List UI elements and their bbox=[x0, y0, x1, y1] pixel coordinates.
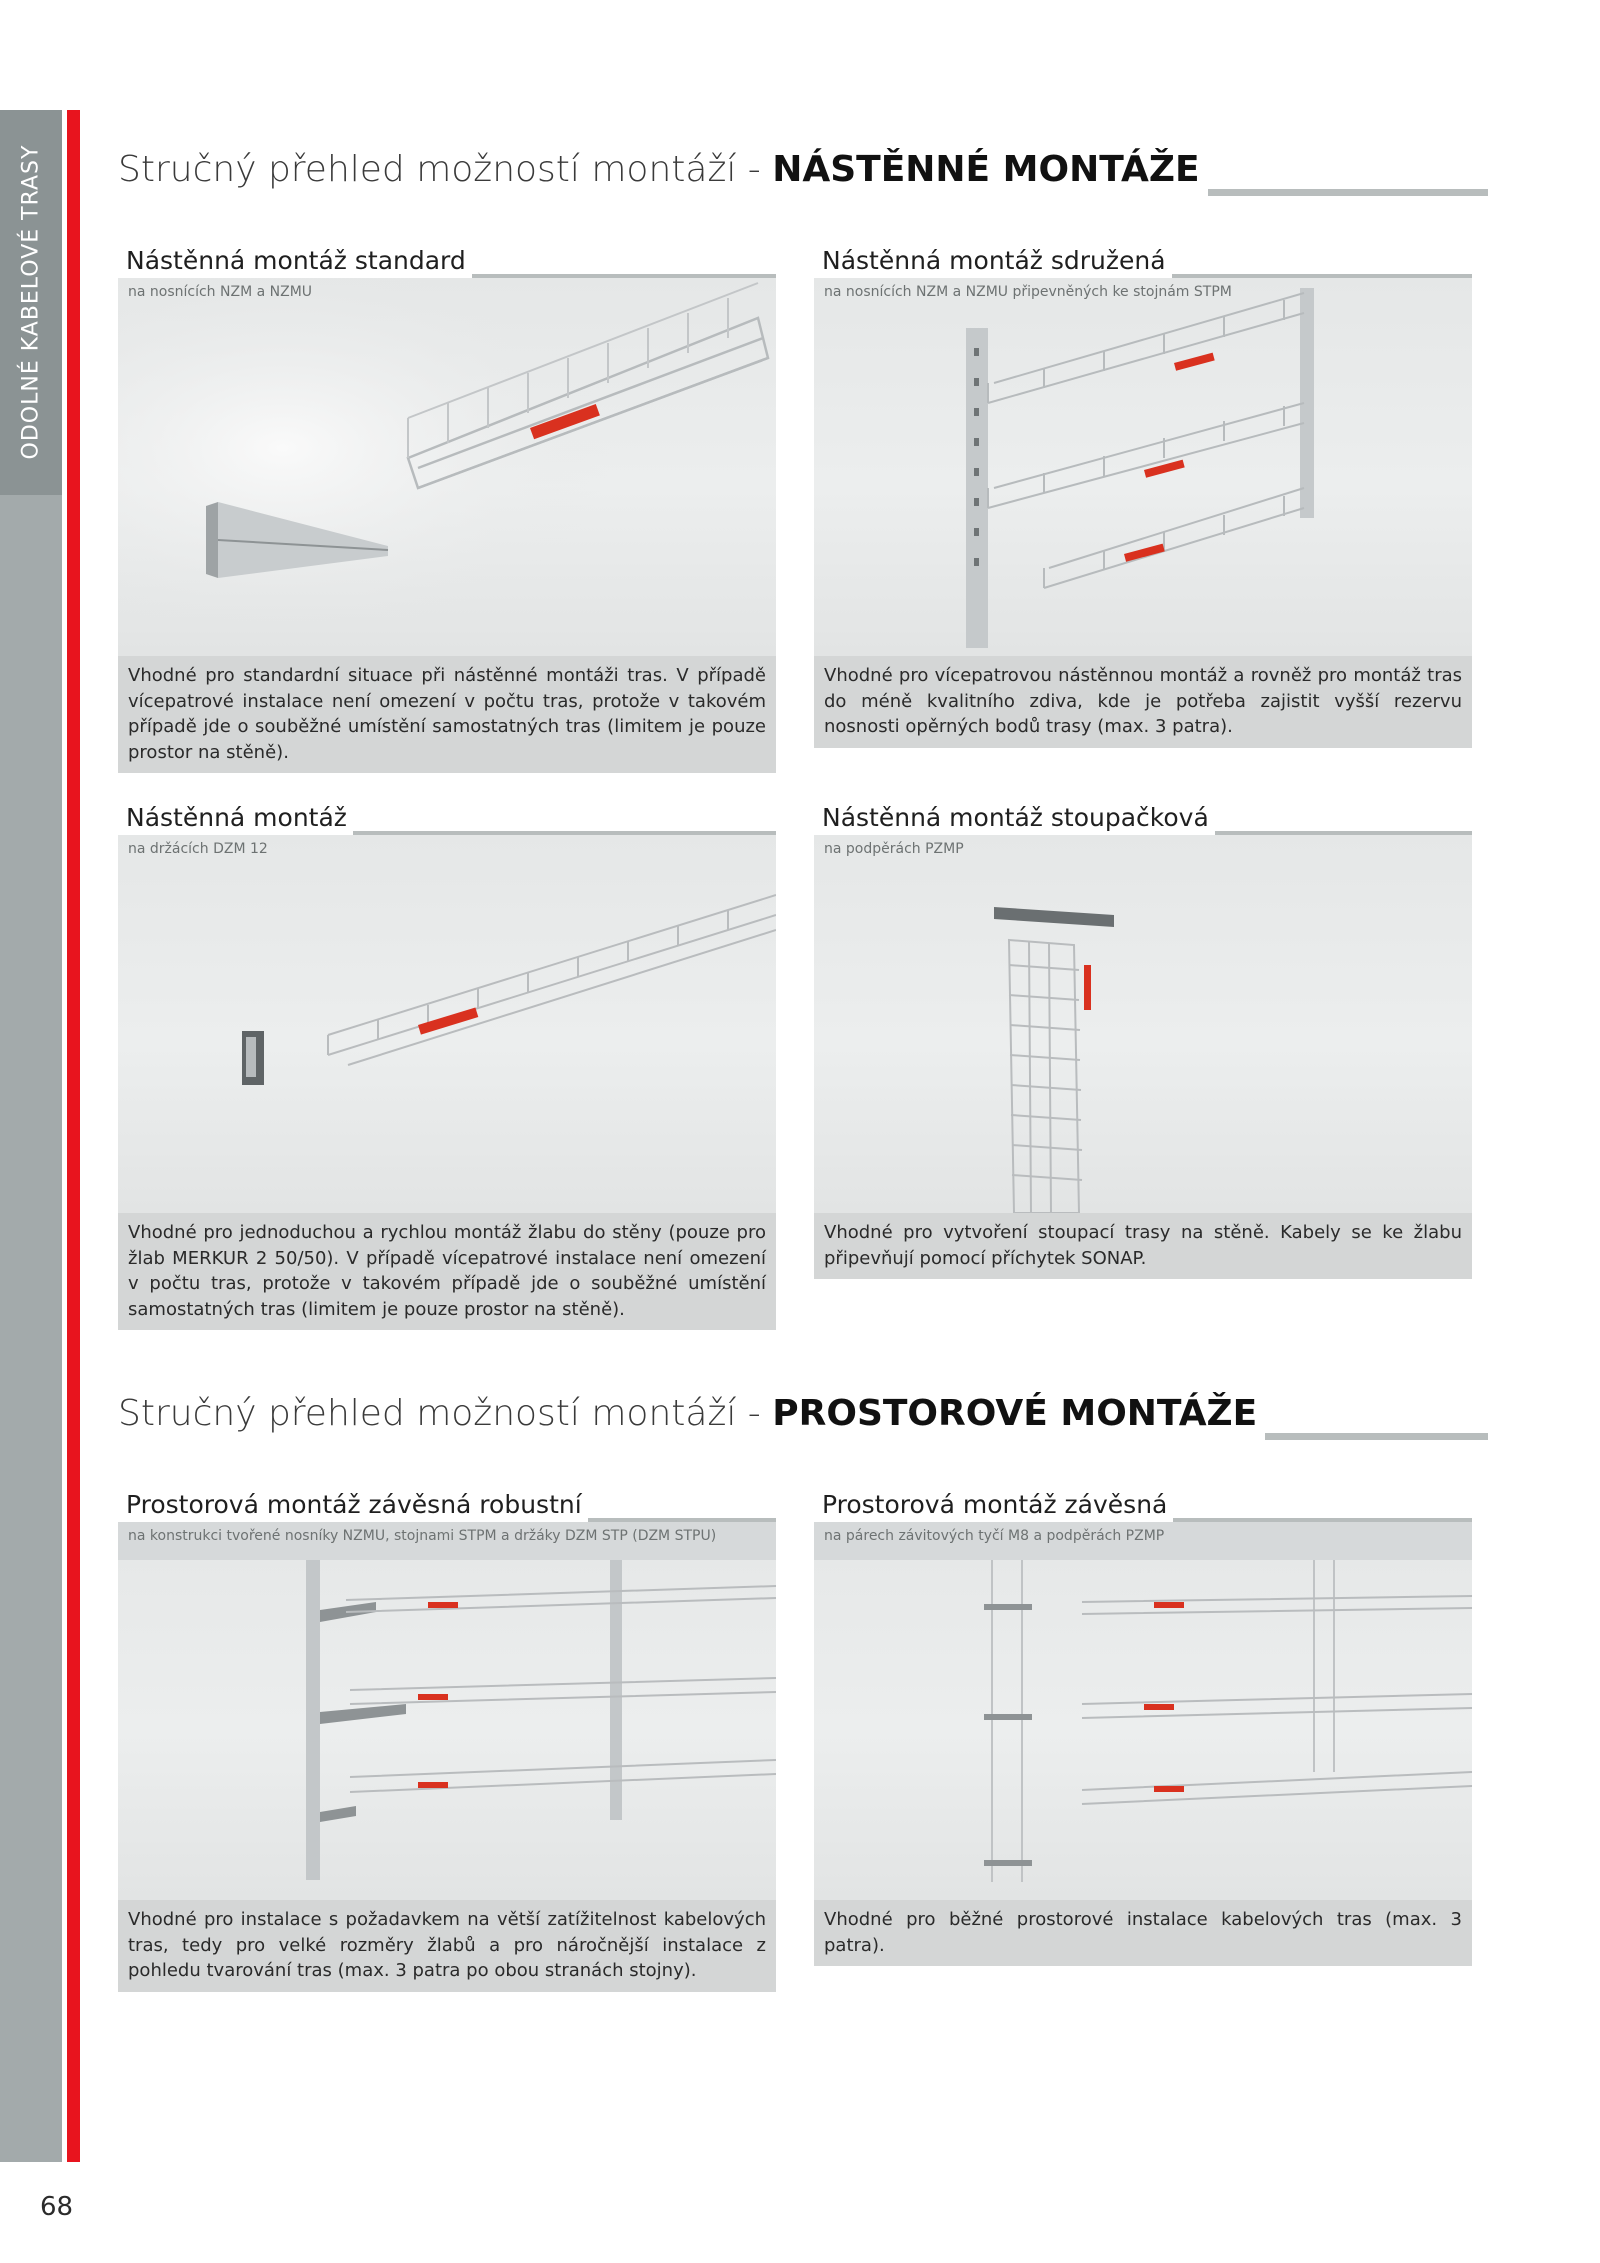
card-title: Nástěnná montáž bbox=[118, 803, 353, 835]
card-description: Vhodné pro jednoduchou a rychlou montáž žlabu do stěny (pouze pro žlab MERKUR 2 50/50). V případě vícepatrové instalace není omezení v počtu tras, protože v takovém případě jde o souběžné umístění samostatných tras (limitem je pouze prostor na stěně). bbox=[118, 1213, 776, 1330]
card-title: Prostorová montáž závěsná robustní bbox=[118, 1490, 588, 1522]
card-subtitle: na podpěrách PZMP bbox=[824, 841, 964, 857]
card-title: Nástěnná montáž stoupačková bbox=[814, 803, 1215, 835]
card-description: Vhodné pro vytvoření stoupací trasy na stěně. Kabely se ke žlabu připevňují pomocí příchytek SONAP. bbox=[814, 1213, 1472, 1279]
card-description: Vhodné pro instalace s požadavkem na větší zatížitelnost kabelových tras, tedy pro velké rozměry žlabů a pro náročnější instalace z pohledu tvarování tras (max. 3 patra po obou stranách stojny). bbox=[118, 1900, 776, 1992]
card-description: Vhodné pro vícepatrovou nástěnnou montáž a rovněž pro montáž tras do méně kvalitního zdiva, kde je potřeba zajistit vyšší rezervu nosnosti opěrných bodů trasy (max. 3 patra). bbox=[814, 656, 1472, 748]
card-wall-standard bbox=[118, 246, 776, 773]
card-wall-riser bbox=[814, 803, 1472, 1279]
wall-holder-dzm-photo bbox=[118, 835, 776, 1213]
section-heading-text bbox=[112, 1392, 1265, 1440]
card-subtitle: na konstrukci tvořené nosníky NZMU, stojnami STPM a držáky DZM STP (DZM STPU) bbox=[128, 1528, 717, 1544]
card-subtitle: na párech závitových tyčí M8 a podpěrách PZMP bbox=[824, 1528, 1165, 1544]
heading-light: Stručný přehled možností montáží - bbox=[118, 149, 773, 190]
wall-bracket-standard-photo bbox=[118, 278, 776, 656]
card-wall-holder bbox=[118, 803, 776, 1330]
heading-bold: NÁSTĚNNÉ MONTÁŽE bbox=[772, 149, 1200, 190]
ceiling-robust-suspension-photo bbox=[118, 1522, 776, 1900]
heading-bold: PROSTOROVÉ MONTÁŽE bbox=[772, 1393, 1258, 1434]
page-number: 68 bbox=[40, 2192, 74, 2222]
card-wall-combined bbox=[814, 246, 1472, 748]
card-subtitle: na držácích DZM 12 bbox=[128, 841, 268, 857]
card-title: Prostorová montáž závěsná bbox=[814, 1490, 1173, 1522]
card-description: Vhodné pro standardní situace při nástěnné montáži tras. V případě vícepatrové instalace není omezení v počtu tras, protože v takovém případě jde o souběžné umístění samostatných tras (limitem je pouze prostor na stěně). bbox=[118, 656, 776, 773]
section-heading-wall bbox=[112, 146, 1488, 196]
card-subtitle: na nosnících NZM a NZMU bbox=[128, 284, 313, 300]
wall-combined-multilevel-photo bbox=[814, 278, 1472, 656]
heading-light: Stručný přehled možností montáží - bbox=[118, 1393, 773, 1434]
sidebar-vertical-label: ODOLNÉ KABELOVÉ TRASY bbox=[18, 144, 44, 460]
ceiling-threaded-rod-suspension-photo bbox=[814, 1522, 1472, 1900]
accent-red-bar bbox=[67, 110, 80, 2162]
wall-riser-vertical-photo bbox=[814, 835, 1472, 1213]
section-heading-text bbox=[112, 148, 1208, 196]
card-title: Nástěnná montáž standard bbox=[118, 246, 472, 278]
section-heading-space bbox=[112, 1390, 1488, 1440]
card-space-suspension bbox=[814, 1490, 1472, 1966]
card-title: Nástěnná montáž sdružená bbox=[814, 246, 1172, 278]
card-space-robust bbox=[118, 1490, 776, 1992]
card-description: Vhodné pro běžné prostorové instalace kabelových tras (max. 3 patra). bbox=[814, 1900, 1472, 1966]
card-subtitle: na nosnících NZM a NZMU připevněných ke stojnám STPM bbox=[824, 284, 1232, 300]
